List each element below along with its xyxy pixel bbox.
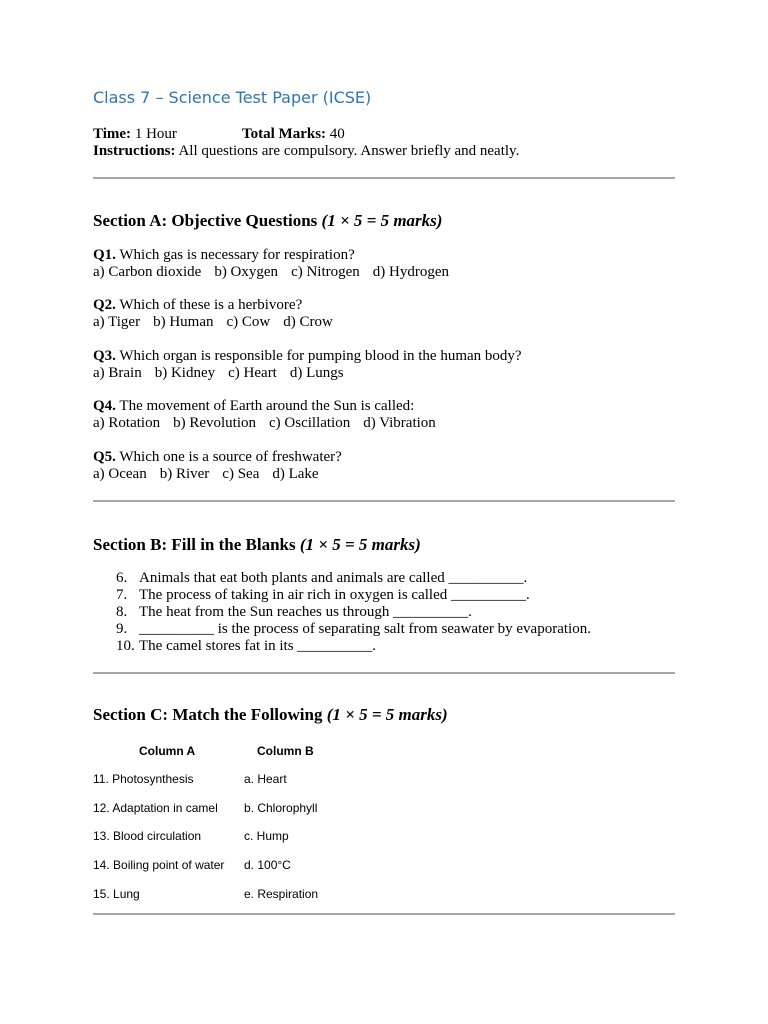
options: a) Tiger b) Human c) Cow d) Crow xyxy=(93,314,333,330)
instructions-label: Instructions: xyxy=(93,143,176,159)
match-right-d: d. 100°C xyxy=(244,858,291,872)
match-left-15: 15. Lung xyxy=(93,887,140,901)
question-q4: Q4. The movement of Earth around the Sun is called: a) Rotation b) Revolution c) Oscillation d) Vibration xyxy=(93,398,449,432)
total-marks xyxy=(242,126,345,143)
options: a) Rotation b) Revolution c) Oscillation d) Vibration xyxy=(93,415,436,431)
page-title: Class 7 – Science Test Paper (ICSE) xyxy=(93,88,372,107)
question-q5: Q5. Which one is a source of freshwater? a) Ocean b) River c) Sea d) Lake xyxy=(93,449,342,482)
divider xyxy=(93,672,675,674)
divider xyxy=(93,177,675,179)
fill-item-7: 7. The process of taking in air rich in oxygen is called __________. xyxy=(116,587,530,603)
match-left-13: 13. Blood circulation xyxy=(93,829,202,843)
section-c-heading: Section C: Match the Following (1 × 5 = 5 marks) xyxy=(93,705,448,724)
options: a) Brain b) Kidney c) Heart d) Lungs xyxy=(93,365,344,381)
time-label: Time: xyxy=(93,126,132,142)
divider xyxy=(93,913,675,915)
match-right-c: c. Hump xyxy=(244,829,289,843)
time-value: 1 Hour xyxy=(131,126,177,142)
section-a-marks: (1 × 5 = 5 marks) xyxy=(321,211,443,230)
question-q3: Q3. Which organ is responsible for pumping blood in the human body? a) Brain b) Kidney c) Heart d) Lungs xyxy=(93,348,522,381)
section-c-marks: (1 × 5 = 5 marks) xyxy=(326,705,448,724)
match-right-e: e. Respiration xyxy=(244,887,319,901)
instructions-line xyxy=(93,143,519,160)
fill-item-8: 8. The heat from the Sun reaches us through __________. xyxy=(116,604,472,620)
section-b-heading: Section B: Fill in the Blanks (1 × 5 = 5 marks) xyxy=(93,535,421,554)
match-left-14: 14. Boiling point of water xyxy=(93,858,225,872)
column-b-header: Column B xyxy=(257,744,314,758)
divider xyxy=(93,500,675,502)
section-a-heading: Section A: Objective Questions (1 × 5 = 5 marks) xyxy=(93,211,443,230)
marks-value: 40 xyxy=(326,126,345,142)
marks-label: Total Marks: xyxy=(242,126,327,142)
question-q2: Q2. Which of these is a herbivore? a) Tiger b) Human c) Cow d) Crow xyxy=(93,297,346,331)
question-q1: Q1. Which gas is necessary for respiration? a) Carbon dioxide b) Oxygen c) Nitrogen d) Hydrogen xyxy=(93,247,462,281)
fill-item-10: 10. The camel stores fat in its __________. xyxy=(116,638,377,654)
test-meta xyxy=(93,126,519,160)
fill-item-9: 9. __________ is the process of separating salt from seawater by evaporation. xyxy=(116,621,591,637)
options: a) Ocean b) River c) Sea d) Lake xyxy=(93,466,319,482)
match-left-12: 12. Adaptation in camel xyxy=(93,801,218,815)
match-right-a: a. Heart xyxy=(244,772,287,786)
match-left-11: 11. Photosynthesis xyxy=(93,772,194,786)
instructions-value: All questions are compulsory. Answer briefly and neatly. xyxy=(175,143,520,159)
time-line xyxy=(93,126,519,143)
fill-item-6: 6. Animals that eat both plants and animals are called __________. xyxy=(116,570,528,586)
column-a-header: Column A xyxy=(139,744,196,758)
options: a) Carbon dioxide b) Oxygen c) Nitrogen d) Hydrogen xyxy=(93,264,450,280)
match-right-b: b. Chlorophyll xyxy=(244,801,318,815)
section-b-marks: (1 × 5 = 5 marks) xyxy=(299,535,421,554)
